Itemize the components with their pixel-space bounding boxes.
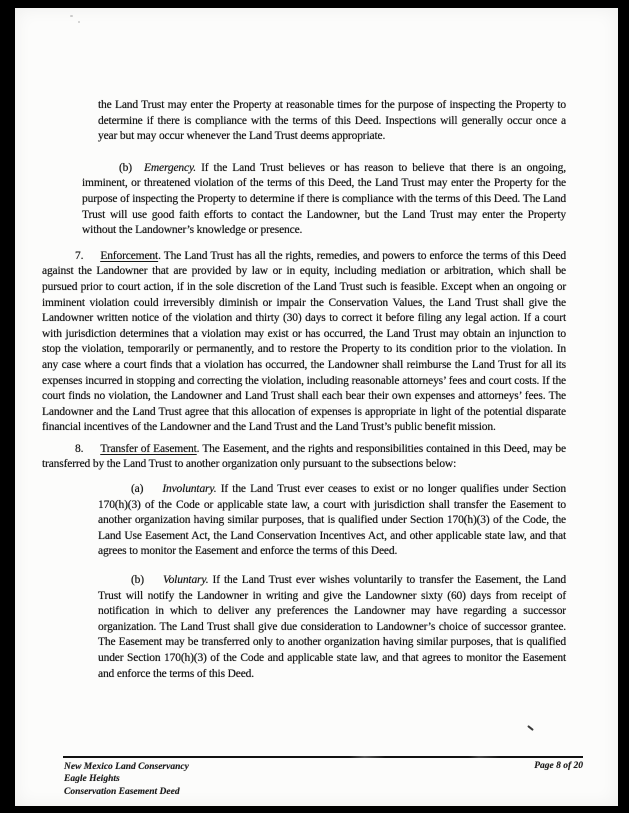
paragraph-text: If the Land Trust ever wishes voluntarily to transfer the Easement, the Land Trust will notify the Landowner in writing and give the Landowner sixty (60) days from receipt of notification in which to deliver any preferences the Landowner may have regarding a successor organization. The Land Trust shall give due consideration to Landowner’s choice of successor grantee. The Easement may be transferred only to another organization having similar purposes, that is qualified under Section 170(h)(3) of the Code and applicable state law, and that agrees to monitor the Easement and enforce the terms of this Deed. <box>98 574 567 680</box>
paragraph-voluntary <box>98 573 566 682</box>
footer-project-name: Eagle Heights <box>64 774 120 785</box>
paragraph-inspection-continuation <box>98 98 566 145</box>
section-number: 8. <box>75 442 84 455</box>
document-body <box>42 98 566 682</box>
paragraph-text: the Land Trust may enter the Property at reasonable times for the purpose of inspecting the Property to determine if there is compliance with the terms of this Deed. Inspections will generally occur once a year but may occur whenever the Land Trust deems appropriate. <box>98 99 566 143</box>
paragraph-transfer-of-easement <box>42 442 566 473</box>
paragraph-text: If the Land Trust believes or has reason to believe that there is an ongoing, imminent, or threatened violation of the terms of this Deed, the Land Trust may enter the Property for the purpose of inspecting the Property to determine if there is compliance with the terms of this Deed. The Land Trust will use good faith efforts to contact the Landowner, but the Land Trust may enter the Property without the Landowner’s knowledge or presence. <box>82 161 566 237</box>
footer-page-number: Page 8 of 20 <box>534 761 583 771</box>
paragraph-enforcement <box>42 249 566 436</box>
clause-label: (b) <box>131 574 144 587</box>
paragraph-text: The Easement, and the rights and responsibilities contained in this Deed, may be transferred by the Land Trust to another organization only pursuant to the subsections below: <box>42 442 566 471</box>
clause-label: (a) <box>131 483 144 496</box>
scanned-document-page <box>15 8 618 806</box>
clause-label: (b) <box>119 161 132 174</box>
section-number: 7. <box>75 249 84 262</box>
footer-divider-line <box>63 756 583 758</box>
heading-period: . <box>196 442 200 455</box>
paragraph-involuntary <box>98 482 566 560</box>
clause-heading: Involuntary. <box>162 483 217 496</box>
paragraph-text: If the Land Trust ever ceases to exist or no longer qualifies under Section 170(h)(3) of the Code or applicable state law, a court with jurisdiction shall transfer the Easement to another organization having similar purposes, that is qualified under Section 170(h)(3) of the Code, the Land Use Easement Act, the Land Conservation Incentives Act, and other applicable state law, and that agrees to monitor the Easement and enforce the terms of this Deed. <box>98 483 566 558</box>
footer-organization: New Mexico Land Conservancy <box>64 762 189 772</box>
pen-mark <box>527 725 534 731</box>
section-heading: Transfer of Easement <box>100 442 197 455</box>
footer-document-title: Conservation Easement Deed <box>64 786 180 797</box>
paragraph-emergency <box>82 161 566 239</box>
scan-speck <box>70 15 73 17</box>
scan-speck <box>78 21 80 23</box>
heading-period: . <box>158 249 161 262</box>
clause-heading: Voluntary. <box>162 574 209 587</box>
section-heading: Enforcement <box>100 249 159 262</box>
clause-heading: Emergency. <box>143 161 197 174</box>
footer-document-info <box>64 761 189 798</box>
paragraph-text: The Land Trust has all the rights, remedies, and powers to enforce the terms of this Deed against the Landowner that are provided by law or in equity, including mediation or arbitration, which shall be pursued prior to court action, if in the sole discretion of the Land Trust such is feasible. Except when an ongoing or imminent violation could irreversibly diminish or impair the Conservation Values, the Land Trust shall give the Landowner written notice of the violation and thirty (30) days to correct it before filing any legal action. If a court with jurisdiction determines that a violation may exist or has occurred, the Land Trust may obtain an injunction to stop the violation, temporarily or permanently, and to restore the Property to its condition prior to the violation. In any case where a court finds that a violation has occurred, the Landowner shall reimburse the Land Trust for all its expenses incurred in stopping and correcting the violation, including reasonable attorneys’ fees and court costs. If the court finds no violation, the Landowner and Land Trust shall each bear their own expenses and attorneys’ fees. The Landowner and the Land Trust agree that this allocation of expenses is appropriate in light of the potential disparate financial incentives of the Landowner and the Land Trust and the Land Trust’s public benefit mission. <box>42 249 566 434</box>
